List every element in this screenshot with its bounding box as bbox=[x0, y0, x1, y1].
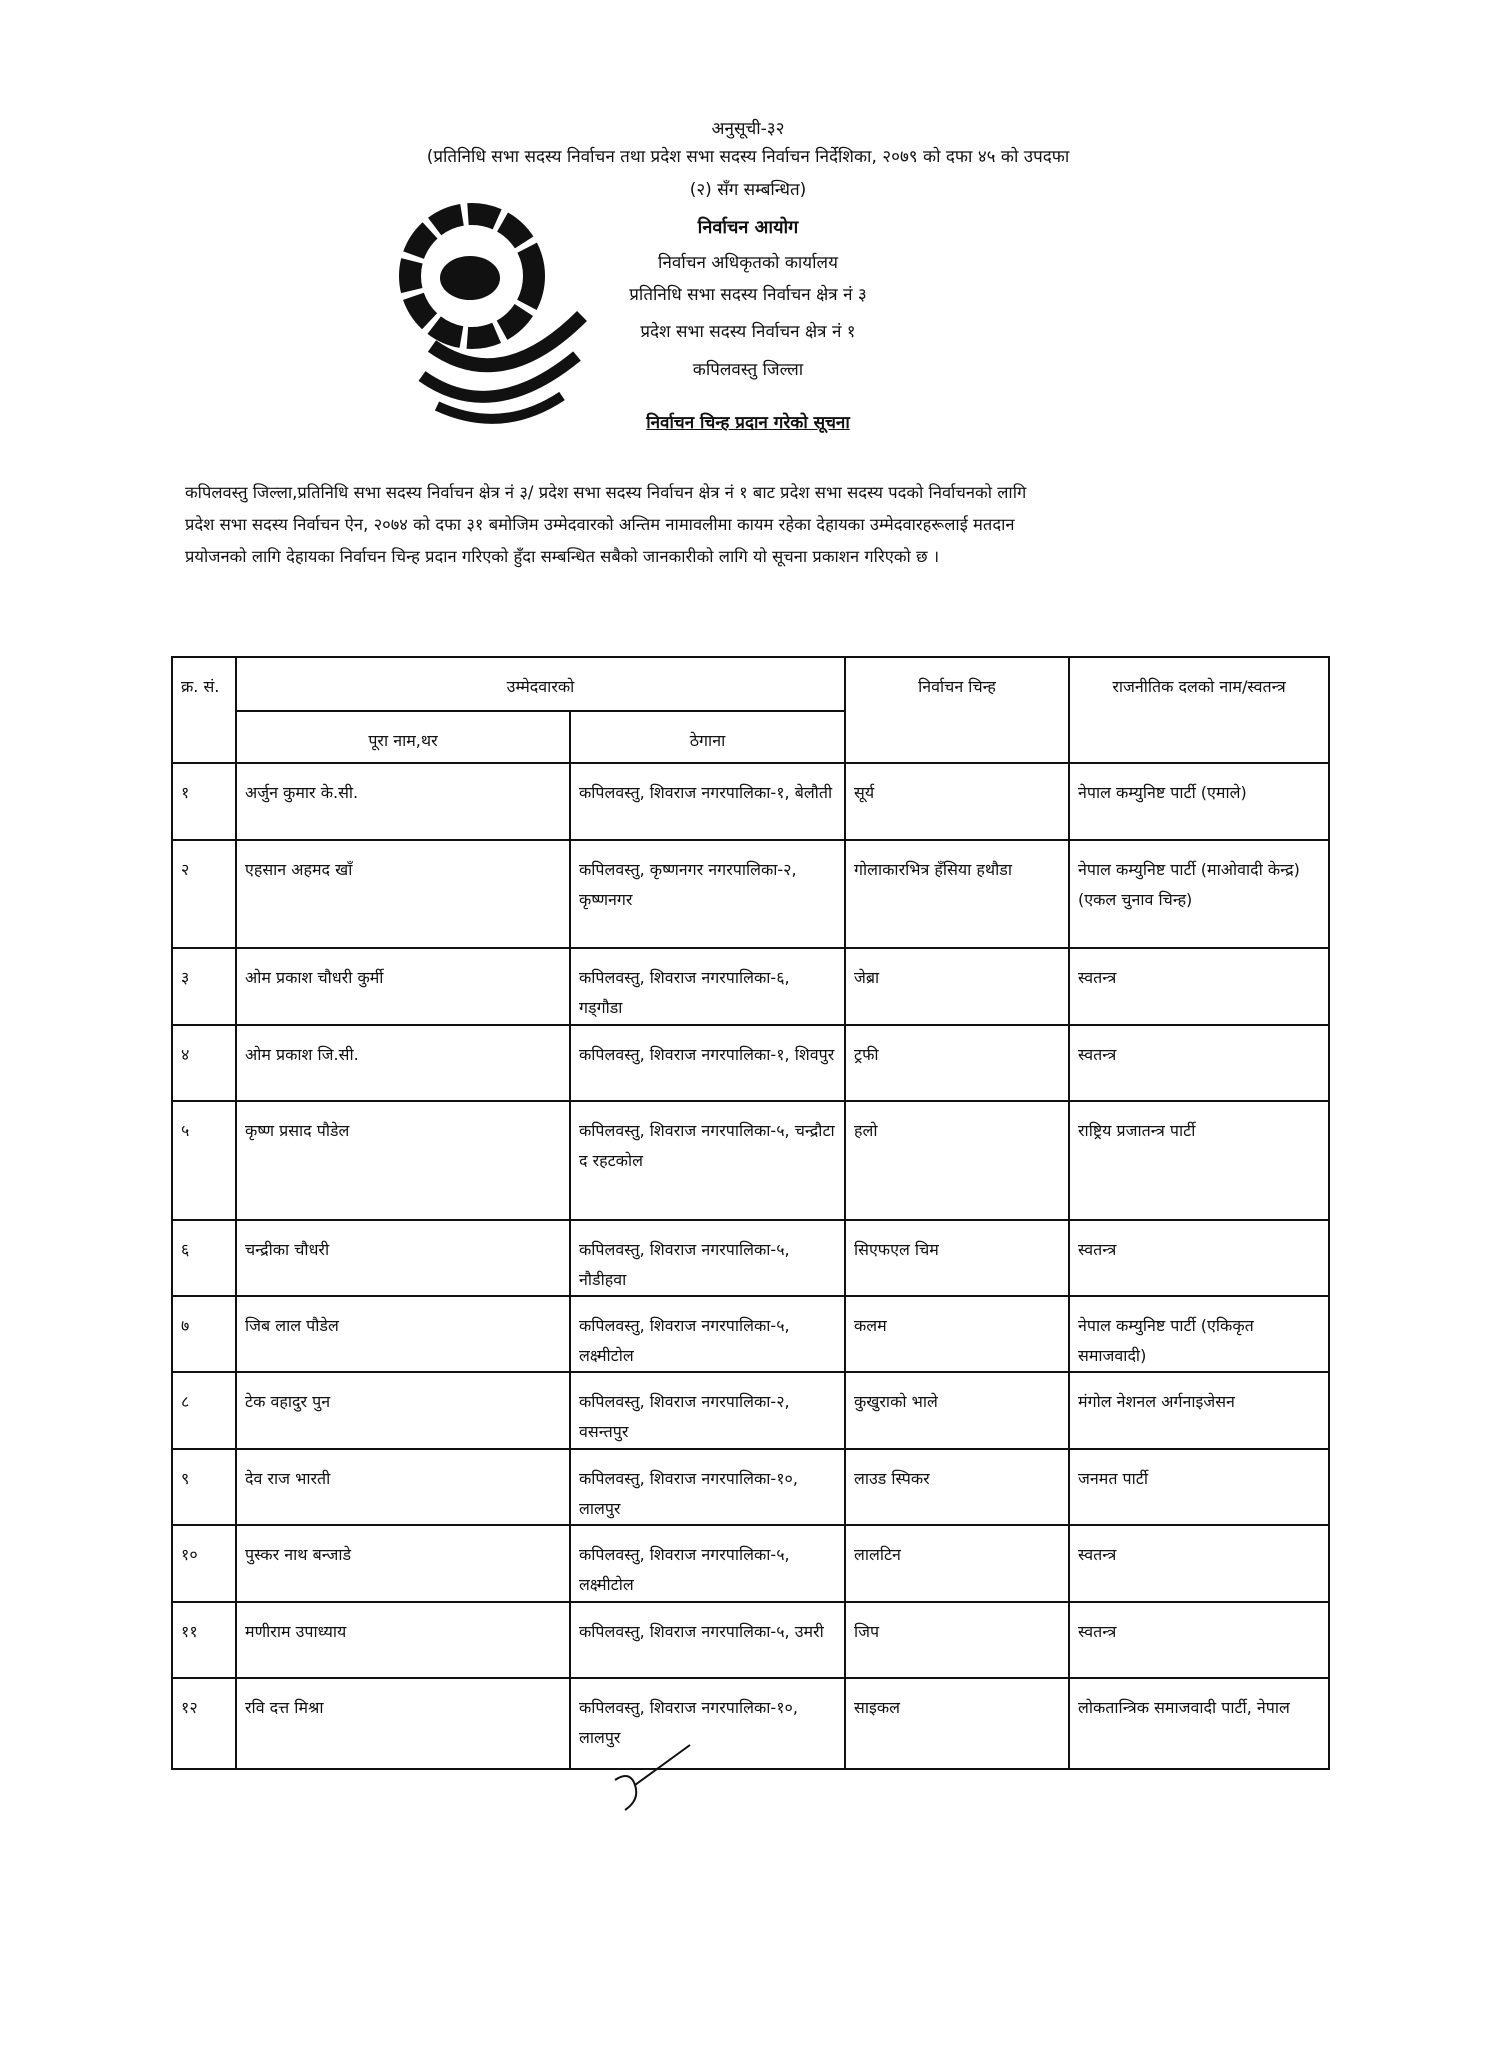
cell-symbol: जेब्रा bbox=[845, 948, 1069, 1025]
cell-sn: ३ bbox=[172, 948, 236, 1025]
cell-party: जनमत पार्टी bbox=[1069, 1449, 1329, 1525]
cell-sn: ४ bbox=[172, 1025, 236, 1101]
cell-name: अर्जुन कुमार के.सी. bbox=[236, 763, 570, 840]
cell-symbol: लाउड स्पिकर bbox=[845, 1449, 1069, 1525]
cell-sn: १ bbox=[172, 763, 236, 840]
table-row bbox=[172, 1025, 1329, 1101]
cell-sn: ६ bbox=[172, 1220, 236, 1296]
cell-sn: ९ bbox=[172, 1449, 236, 1525]
table-row bbox=[172, 1220, 1329, 1296]
cell-party: स्वतन्त्र bbox=[1069, 1025, 1329, 1101]
cell-name: ओम प्रकाश जि.सी. bbox=[236, 1025, 570, 1101]
cell-symbol: लालटिन bbox=[845, 1525, 1069, 1602]
cell-symbol: कुखुराको भाले bbox=[845, 1372, 1069, 1449]
table-row bbox=[172, 1525, 1329, 1602]
table-row bbox=[172, 763, 1329, 840]
cell-address: कपिलवस्तु, शिवराज नगरपालिका-२, वसन्तपुर bbox=[570, 1372, 845, 1449]
table-row bbox=[172, 1101, 1329, 1220]
table-row bbox=[172, 840, 1329, 948]
header-serial: क्र. सं. bbox=[172, 657, 236, 763]
cell-name: ओम प्रकाश चौधरी कुर्मी bbox=[236, 948, 570, 1025]
cell-sn: ८ bbox=[172, 1372, 236, 1449]
cell-sn: १२ bbox=[172, 1678, 236, 1769]
cell-name: रवि दत्त मिश्रा bbox=[236, 1678, 570, 1769]
table-row bbox=[172, 1602, 1329, 1678]
cell-party: नेपाल कम्युनिष्ट पार्टी (एमाले) bbox=[1069, 763, 1329, 840]
header-party: राजनीतिक दलको नाम/स्वतन्त्र bbox=[1069, 657, 1329, 763]
cell-address: कपिलवस्तु, शिवराज नगरपालिका-५, लक्ष्मीटोल bbox=[570, 1296, 845, 1372]
commission-name: निर्वाचन आयोग bbox=[697, 217, 799, 238]
cell-party: लोकतान्त्रिक समाजवादी पार्टी, नेपाल bbox=[1069, 1678, 1329, 1769]
cell-symbol: जिप bbox=[845, 1602, 1069, 1678]
cell-address: कपिलवस्तु, शिवराज नगरपालिका-१, शिवपुर bbox=[570, 1025, 845, 1101]
header-candidate: उम्मेदवारको bbox=[236, 657, 845, 711]
notice-paragraph: कपिलवस्तु जिल्ला,प्रतिनिधि सभा सदस्य निर्वाचन क्षेत्र नं ३/ प्रदेश सभा सदस्य निर्वाचन क्षेत्र नं १ बाट प्रदेश सभा सदस्य पदको निर्वाचनको लागि प्रदेश सभा सदस्य निर्वाचन ऐन, २०७४ को दफा ३१ बमोजिम उम्मेदवारको अन्तिम नामावलीमा कायम रहेका देहायका उम्मेदवारहरूलाई मतदान प्रयोजनको लागि देहायका निर्वाचन चिन्ह प्रदान गरिएको हुँदा सम्बन्धित सबैको जानकारीको लागि यो सूचना प्रकाशन गरिएको छ । bbox=[185, 482, 1027, 566]
cell-party: स्वतन्त्र bbox=[1069, 1525, 1329, 1602]
cell-name: चन्द्रीका चौधरी bbox=[236, 1220, 570, 1296]
cell-symbol: हलो bbox=[845, 1101, 1069, 1220]
cell-address: कपिलवस्तु, शिवराज नगरपालिका-६, गड्गौडा bbox=[570, 948, 845, 1025]
cell-sn: १० bbox=[172, 1525, 236, 1602]
table-row bbox=[172, 1678, 1329, 1769]
header-full-name: पूरा नाम,थर bbox=[236, 711, 570, 763]
cell-name: टेक वहादुर पुन bbox=[236, 1372, 570, 1449]
cell-address: कपिलवस्तु, कृष्णनगर नगरपालिका-२, कृष्णनगर bbox=[570, 840, 845, 948]
cell-symbol: गोलाकारभित्र हँसिया हथौडा bbox=[845, 840, 1069, 948]
cell-symbol: कलम bbox=[845, 1296, 1069, 1372]
candidate-symbol-table bbox=[171, 656, 1330, 1770]
cell-symbol: ट्रफी bbox=[845, 1025, 1069, 1101]
signature bbox=[605, 1740, 695, 1820]
district-name: कपिलवस्तु जिल्ला bbox=[692, 360, 804, 380]
notice-title: निर्वाचन चिन्ह प्रदान गरेको सूचना bbox=[646, 413, 850, 433]
cell-name: मणीराम उपाध्याय bbox=[236, 1602, 570, 1678]
cell-name: जिब लाल पौडेल bbox=[236, 1296, 570, 1372]
cell-address: कपिलवस्तु, शिवराज नगरपालिका-१०, लालपुर bbox=[570, 1678, 845, 1769]
office-name: निर्वाचन अधिकृतको कार्यालय bbox=[658, 253, 838, 273]
cell-party: स्वतन्त्र bbox=[1069, 1220, 1329, 1296]
table-row bbox=[172, 1296, 1329, 1372]
table-row bbox=[172, 948, 1329, 1025]
header-address: ठेगाना bbox=[570, 711, 845, 763]
cell-address: कपिलवस्तु, शिवराज नगरपालिका-५, नौडीहवा bbox=[570, 1220, 845, 1296]
cell-name: पुस्कर नाथ बन्जाडे bbox=[236, 1525, 570, 1602]
cell-party: नेपाल कम्युनिष्ट पार्टी (एकिकृत समाजवादी) bbox=[1069, 1296, 1329, 1372]
cell-party: राष्ट्रिय प्रजातन्त्र पार्टी bbox=[1069, 1101, 1329, 1220]
cell-address: कपिलवस्तु, शिवराज नगरपालिका-१, बेलौती bbox=[570, 763, 845, 840]
cell-address: कपिलवस्तु, शिवराज नगरपालिका-५, उमरी bbox=[570, 1602, 845, 1678]
cell-name: देव राज भारती bbox=[236, 1449, 570, 1525]
cell-party: स्वतन्त्र bbox=[1069, 1602, 1329, 1678]
cell-sn: ११ bbox=[172, 1602, 236, 1678]
table-row bbox=[172, 1372, 1329, 1449]
reference-line-1: (प्रतिनिधि सभा सदस्य निर्वाचन तथा प्रदेश सभा सदस्य निर्वाचन निर्देशिका, २०७९ को दफा ४५ को उपदफा bbox=[426, 147, 1070, 167]
office-stamp bbox=[392, 196, 597, 436]
header-symbol: निर्वाचन चिन्ह bbox=[845, 657, 1069, 763]
cell-sn: ५ bbox=[172, 1101, 236, 1220]
cell-symbol: साइकल bbox=[845, 1678, 1069, 1769]
table-row bbox=[172, 1449, 1329, 1525]
cell-symbol: सिएफएल चिम bbox=[845, 1220, 1069, 1296]
schedule-label: अनुसूची-३२ bbox=[711, 119, 785, 139]
cell-sn: २ bbox=[172, 840, 236, 948]
cell-party: स्वतन्त्र bbox=[1069, 948, 1329, 1025]
cell-address: कपिलवस्तु, शिवराज नगरपालिका-१०, लालपुर bbox=[570, 1449, 845, 1525]
cell-address: कपिलवस्तु, शिवराज नगरपालिका-५, लक्ष्मीटोल bbox=[570, 1525, 845, 1602]
cell-symbol: सूर्य bbox=[845, 763, 1069, 840]
cell-name: कृष्ण प्रसाद पौडेल bbox=[236, 1101, 570, 1220]
reference-line-2: (२) सँग सम्बन्धित) bbox=[689, 180, 807, 200]
constituency-pa: प्रदेश सभा सदस्य निर्वाचन क्षेत्र नं १ bbox=[640, 322, 856, 342]
cell-name: एहसान अहमद खाँ bbox=[236, 840, 570, 948]
cell-address: कपिलवस्तु, शिवराज नगरपालिका-५, चन्द्रौटा द रहटकोल bbox=[570, 1101, 845, 1220]
cell-party: नेपाल कम्युनिष्ट पार्टी (माओवादी केन्द्र)(एकल चुनाव चिन्ह) bbox=[1069, 840, 1329, 948]
cell-sn: ७ bbox=[172, 1296, 236, 1372]
constituency-hor: प्रतिनिधि सभा सदस्य निर्वाचन क्षेत्र नं ३ bbox=[629, 285, 867, 305]
cell-party: मंगोल नेशनल अर्गनाइजेसन bbox=[1069, 1372, 1329, 1449]
